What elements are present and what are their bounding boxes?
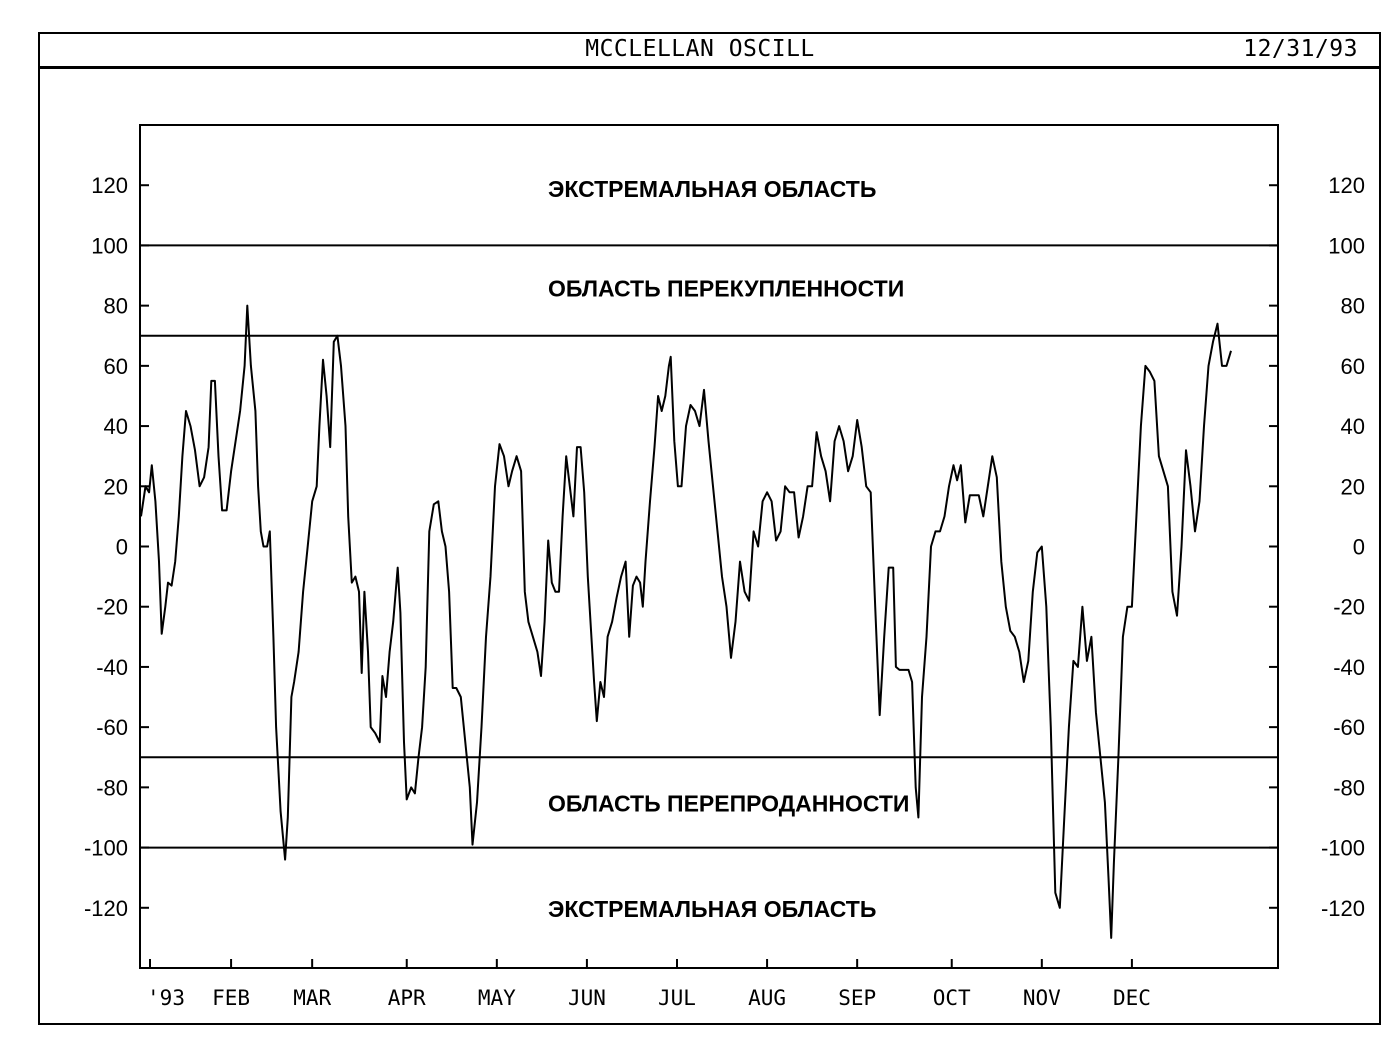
- x-tick-label-2: MAR: [293, 986, 332, 1010]
- y-tick-label-left-6: 0: [115, 534, 128, 560]
- x-tick-label-5: JUN: [567, 986, 606, 1010]
- reference-lines: [140, 245, 1278, 847]
- y-tick-label-right-2: 80: [1340, 293, 1365, 319]
- y-tick-label-right-4: 40: [1340, 414, 1365, 440]
- chart-date: 12/31/93: [1243, 36, 1358, 62]
- x-axis-ticks: [147, 959, 1151, 1010]
- y-tick-label-right-9: -60: [1333, 715, 1365, 741]
- x-tick-label-10: NOV: [1022, 986, 1061, 1010]
- x-tick-label-9: OCT: [932, 986, 971, 1010]
- y-tick-label-right-6: 0: [1352, 534, 1365, 560]
- zone-label-3: ЭКСТРЕМАЛЬНАЯ ОБЛАСТЬ: [548, 895, 877, 922]
- x-tick-label-6: JUL: [658, 986, 696, 1010]
- x-tick-label-4: MAY: [477, 986, 516, 1010]
- y-tick-label-left-8: -40: [96, 654, 128, 680]
- y-tick-label-left-11: -100: [83, 835, 128, 861]
- x-tick-label-11: DEC: [1112, 986, 1151, 1010]
- y-tick-label-left-5: 20: [103, 474, 128, 500]
- x-tick-label-8: SEP: [838, 986, 877, 1010]
- y-tick-label-right-10: -80: [1333, 775, 1365, 801]
- zone-labels: [548, 176, 909, 922]
- y-tick-label-left-7: -20: [96, 594, 128, 620]
- zone-label-0: ЭКСТРЕМАЛЬНАЯ ОБЛАСТЬ: [548, 176, 877, 203]
- y-tick-label-right-0: 120: [1328, 173, 1365, 199]
- y-tick-label-left-0: 120: [91, 173, 128, 199]
- y-tick-label-left-9: -60: [96, 715, 128, 741]
- y-tick-label-left-1: 100: [91, 233, 128, 259]
- x-tick-label-1: FEB: [212, 986, 251, 1010]
- y-tick-label-right-12: -120: [1320, 895, 1365, 921]
- x-tick-label-7: AUG: [748, 986, 787, 1010]
- x-tick-label-0: '93: [147, 986, 185, 1010]
- y-tick-label-right-7: -20: [1333, 594, 1365, 620]
- x-tick-label-3: APR: [387, 986, 426, 1010]
- chart-title: MCCLELLAN OSCILL: [585, 36, 815, 62]
- y-tick-label-right-8: -40: [1333, 654, 1365, 680]
- y-tick-label-right-1: 100: [1328, 233, 1365, 259]
- y-tick-label-left-4: 40: [103, 414, 128, 440]
- y-tick-label-right-11: -100: [1320, 835, 1365, 861]
- y-tick-label-right-3: 60: [1340, 353, 1365, 379]
- oscillator-line: [141, 306, 1231, 938]
- y-tick-label-right-5: 20: [1340, 474, 1365, 500]
- y-tick-label-left-10: -80: [96, 775, 128, 801]
- y-tick-label-left-12: -120: [83, 895, 128, 921]
- y-tick-label-left-3: 60: [103, 353, 128, 379]
- y-tick-label-left-2: 80: [103, 293, 128, 319]
- zone-label-2: ОБЛАСТЬ ПЕРЕПРОДАННОСТИ: [548, 790, 910, 817]
- zone-label-1: ОБЛАСТЬ ПЕРЕКУПЛЕННОСТИ: [548, 275, 905, 302]
